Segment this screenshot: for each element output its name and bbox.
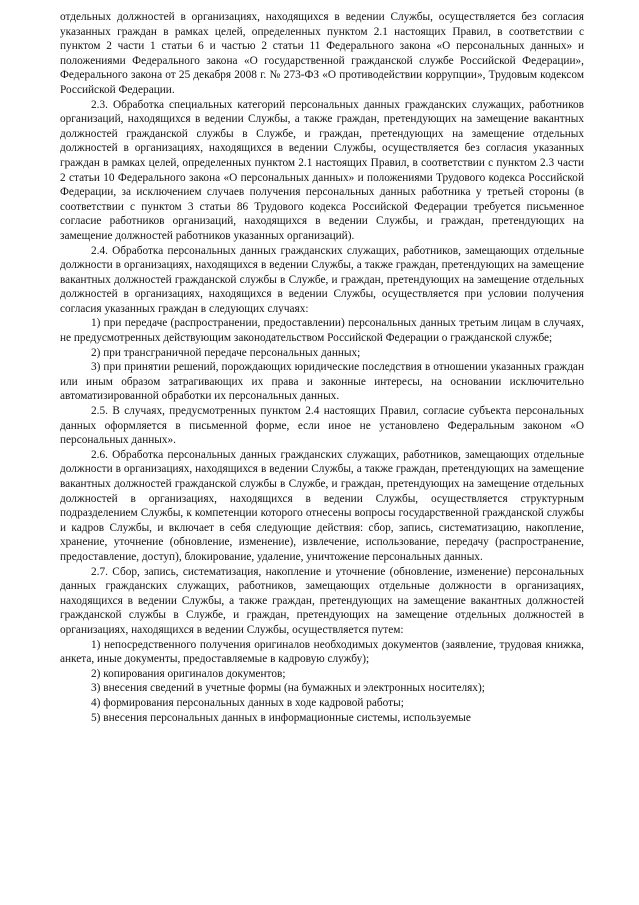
paragraph-2-3: 2.3. Обработка специальных категорий персональных данных гражданских служащих, работников организаций, находящихся в ведении Службы, а также граждан, претендующих на замещение вакантных должностей гражданской службы в Службе, и граждан, претендующих на замещение отдельных должностей в организациях, находящихся в ведении Службы, осуществляется без согласия указанных граждан в рамках целей, определенных пунктом 2.1 настоящих Правил, в соответствии с пунктом 2.3 части 2 статьи 10 Федерального закона «О персональных данных» и положениями Трудового кодекса Российской Федерации, за исключением случаев получения персональных данных работника у третьей стороны (в соответствии с пунктом 3 статьи 86 Трудового кодекса Российской Федерации требуется письменное согласие работников организаций, находящихся в ведении Службы, и граждан, претендующих на замещение должностей работников указанных организаций). [60, 98, 584, 242]
list-item-2-7-2: 2) копирования оригиналов документов; [91, 667, 286, 680]
document-page [60, 10, 584, 725]
paragraph-2-5: 2.5. В случаях, предусмотренных пунктом 2.4 настоящих Правил, согласие субъекта персональных данных оформляется в письменной форме, если иное не установлено Федеральным законом «О персональных данных». [60, 405, 584, 447]
list-item-2-7-5: 5) внесения персональных данных в информационные системы, используемые [91, 711, 471, 724]
list-item-2-4-3: 3) при принятии решений, порождающих юридические последствия в отношении указанных граждан или иным образом затрагивающих их права и законные интересы, на основании исключительно автоматизированной обработки их персональных данных. [60, 361, 584, 403]
list-item-2-7-3: 3) внесения сведений в учетные формы (на бумажных и электронных носителях); [91, 682, 485, 695]
paragraph-2-7: 2.7. Сбор, запись, систематизация, накопление и уточнение (обновление, изменение) персональных данных гражданских служащих, работников, замещающих отдельные должности в организациях, находящихся в ведении Службы, а также граждан, претендующих на замещение вакантных должностей гражданской службы в Службе, и граждан, претендующих на замещение отдельных должностей в организациях, находящихся в ведении Службы, осуществляется путем: [60, 565, 584, 636]
paragraph-2-4: 2.4. Обработка персональных данных гражданских служащих, работников, замещающих отдельные должности в организациях, находящихся в ведении Службы, а также граждан, претендующих на замещение вакантных должностей гражданской службы в Службе, и граждан, претендующих на замещение отдельных должностей в организациях, находящихся в ведении Службы, осуществляется при условии получения согласия указанных граждан в следующих случаях: [60, 244, 584, 315]
list-item-2-7-4: 4) формирования персональных данных в ходе кадровой работы; [91, 696, 404, 709]
list-item-2-4-2: 2) при трансграничной передаче персональных данных; [91, 346, 361, 359]
list-item-2-4-1: 1) при передаче (распространении, предоставлении) персональных данных третьим лицам в случаях, не предусмотренных действующим законодательством Российской Федерации о гражданской службе; [60, 317, 584, 345]
paragraph-2-6: 2.6. Обработка персональных данных гражданских служащих, работников, замещающих отдельные должности в организациях, находящихся в ведении Службы, а также граждан, претендующих на замещение вакантных должностей гражданской службы в Службе, и граждан, претендующих на замещение отдельных должностей в организациях, находящихся в ведении Службы, осуществляется структурным подразделением Службы, к компетенции которого отнесены вопросы государственной гражданской службы и кадров Службы, и включает в себя следующие действия: сбор, запись, систематизацию, накопление, хранение, уточнение (обновление, изменение), извлечение, использование, передачу (распространение, предоставление, доступ), блокирование, удаление, уничтожение персональных данных. [60, 448, 584, 563]
paragraph-continuation: отдельных должностей в организациях, находящихся в ведении Службы, осуществляется без согласия указанных граждан в рамках целей, определенных пунктом 2.1 настоящих Правил, в соответствии с пунктом 2 части 1 статьи 6 и частью 2 статьи 11 Федерального закона «О персональных данных» и положениями Федерального закона «О государственной гражданской службе Российской Федерации», Федерального закона от 25 декабря 2008 г. № 273-ФЗ «О противодействии коррупции», Трудовым кодексом Российской Федерации. [60, 11, 584, 96]
list-item-2-7-1: 1) непосредственного получения оригиналов необходимых документов (заявление, трудовая книжка, анкета, иные документы, предоставляемые в кадровую службу); [60, 638, 584, 666]
